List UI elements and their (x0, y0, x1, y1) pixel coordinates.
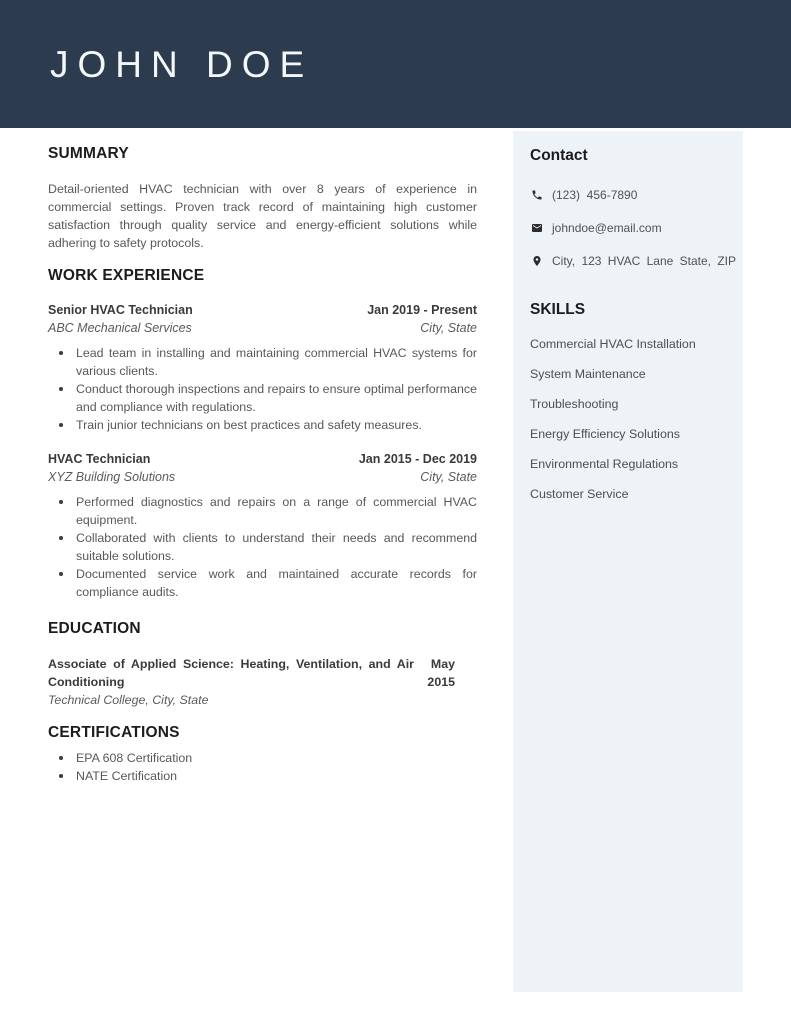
phone-icon (530, 188, 543, 201)
job-title: HVAC Technician (48, 452, 151, 466)
contact-heading: Contact (530, 147, 588, 164)
job-company: ABC Mechanical Services (48, 321, 192, 335)
education-date: May 2015 (427, 657, 455, 689)
contact-address: City, 123 HVAC Lane State, ZIP (552, 254, 736, 268)
contact-email: johndoe@email.com (552, 221, 662, 235)
contact-email-row (530, 221, 736, 236)
job-location: City, State (420, 321, 477, 335)
jobs-container (48, 301, 477, 601)
job-subheader-row (48, 319, 477, 337)
job-title: Senior HVAC Technician (48, 303, 193, 317)
education-institution: Technical College, City, State (48, 693, 209, 707)
skill-item: Troubleshooting (530, 397, 619, 411)
contact-phone: (123) 456-7890 (552, 188, 638, 202)
location-pin-icon (530, 254, 543, 267)
job-dates: Jan 2015 - Dec 2019 (358, 452, 477, 466)
bullet-item: Train junior technicians on best practices and safety measures. (48, 416, 477, 434)
job-subheader-row (48, 468, 477, 486)
section-education (48, 620, 477, 709)
bullet-item: Lead team in installing and maintaining commercial HVAC systems for various clients. (48, 344, 477, 380)
job-header-row (48, 301, 477, 319)
bullet-item: Documented service work and maintained accurate records for compliance audits. (48, 565, 477, 601)
candidate-name: JOHN DOE (50, 43, 314, 85)
contact-address-row (530, 254, 736, 269)
education-degree: Associate of Applied Science: Heating, Ventilation, and Air Conditioning (48, 657, 414, 689)
education-heading: EDUCATION (48, 620, 141, 637)
summary-text: Detail-oriented HVAC technician with over 8 years of experience in commercial settings. Proven track record of maintaining high customer satisfaction through quality service and energy-efficient solutions while adhering to safety protocols. (48, 182, 477, 250)
skill-item: Environmental Regulations (530, 457, 679, 471)
job-location: City, State (420, 470, 477, 484)
main-column (48, 131, 477, 992)
envelope-icon (530, 221, 543, 234)
bullet-item: Collaborated with clients to understand their needs and recommend suitable solutions. (48, 529, 477, 565)
summary-heading: SUMMARY (48, 145, 129, 162)
job-bullets (48, 344, 477, 434)
section-certifications (48, 724, 477, 785)
job-header-row (48, 450, 477, 468)
contact-phone-row (530, 188, 736, 203)
skill-item: System Maintenance (530, 367, 646, 381)
skills-list (530, 337, 736, 502)
job-dates: Jan 2019 - Present (367, 303, 477, 317)
job-bullets (48, 493, 477, 601)
certifications-heading: CERTIFICATIONS (48, 724, 180, 741)
skill-item: Customer Service (530, 487, 629, 501)
bullet-item: Conduct thorough inspections and repairs to ensure optimal performance and compliance with regulations. (48, 380, 477, 416)
skill-item: Commercial HVAC Installation (530, 337, 696, 351)
certification-item: NATE Certification (48, 767, 477, 785)
certification-item: EPA 608 Certification (48, 749, 477, 767)
header-banner (0, 0, 791, 128)
section-summary (48, 145, 477, 252)
work-experience-heading: WORK EXPERIENCE (48, 267, 205, 284)
section-contact (530, 147, 736, 269)
skills-heading: SKILLS (530, 301, 586, 318)
section-work-experience (48, 267, 477, 601)
education-degree-row (48, 655, 477, 691)
content-area (0, 131, 791, 992)
contact-list (530, 188, 736, 269)
education-entry (48, 655, 477, 709)
sidebar (513, 131, 743, 992)
skill-item: Energy Efficiency Solutions (530, 427, 680, 441)
job-entry (48, 450, 477, 601)
certifications-list (48, 749, 477, 785)
job-entry (48, 301, 477, 434)
section-skills (530, 301, 736, 502)
job-company: XYZ Building Solutions (48, 470, 176, 484)
bullet-item: Performed diagnostics and repairs on a range of commercial HVAC equipment. (48, 493, 477, 529)
